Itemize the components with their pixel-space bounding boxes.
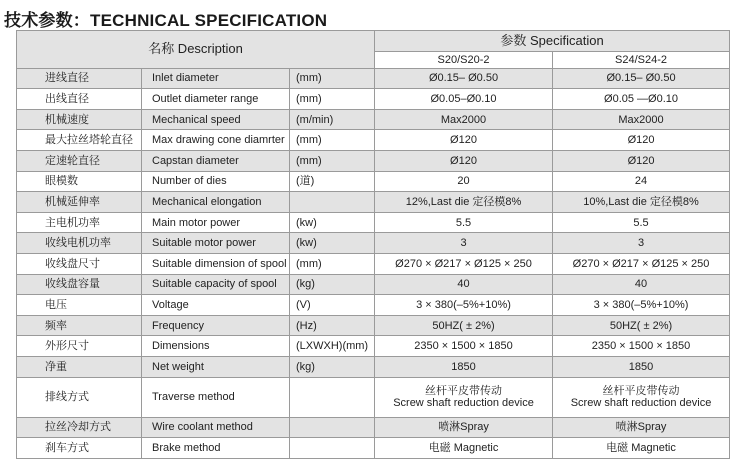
row-value-a: Ø0.05–Ø0.10: [375, 89, 553, 110]
row-cn-label: 眼模数: [17, 171, 142, 192]
row-unit: (kg): [290, 356, 375, 377]
row-unit: [290, 417, 375, 438]
row-cn-label: 净重: [17, 356, 142, 377]
row-value-b: Ø0.15– Ø0.50: [553, 68, 730, 89]
row-value-a: Ø120: [375, 130, 553, 151]
row-value-a: 40: [375, 274, 553, 295]
row-unit: (m/min): [290, 109, 375, 130]
row-value-b: 50HZ( ± 2%): [553, 315, 730, 336]
table-row: [17, 295, 730, 316]
row-value-a-line2: Screw shaft reduction device: [393, 397, 534, 409]
row-en-label: Wire coolant method: [142, 417, 290, 438]
header-row: [17, 31, 730, 52]
table-row: [17, 438, 730, 459]
row-cn-label: 外形尺寸: [17, 336, 142, 357]
row-value-a: Ø120: [375, 150, 553, 171]
row-value-b-line1: 丝杆平皮带传动: [602, 385, 680, 397]
row-cn-label: 收线盘尺寸: [17, 253, 142, 274]
row-value-a: Max2000: [375, 109, 553, 130]
row-en-label: Mechanical speed: [142, 109, 290, 130]
row-value-a: 5.5: [375, 212, 553, 233]
row-cn-label: 频率: [17, 315, 142, 336]
row-en-label: Voltage: [142, 295, 290, 316]
row-cn-label: 排线方式: [17, 377, 142, 417]
row-cn-label: 主电机功率: [17, 212, 142, 233]
row-unit: (kw): [290, 212, 375, 233]
row-unit: (Hz): [290, 315, 375, 336]
row-unit: [290, 438, 375, 459]
row-cn-label: 拉丝冷却方式: [17, 417, 142, 438]
row-en-label: Mechanical elongation: [142, 192, 290, 213]
row-en-label: Outlet diameter range: [142, 89, 290, 110]
row-value-b: Ø0.05 —Ø0.10: [553, 89, 730, 110]
row-unit: [290, 377, 375, 417]
row-cn-label: 机械速度: [17, 109, 142, 130]
table-row: [17, 233, 730, 254]
table-row: [17, 212, 730, 233]
table-row: [17, 336, 730, 357]
table-row: [17, 150, 730, 171]
row-value-b: 喷淋Spray: [553, 417, 730, 438]
row-unit: (mm): [290, 253, 375, 274]
row-en-label: Suitable motor power: [142, 233, 290, 254]
row-en-label: Dimensions: [142, 336, 290, 357]
table-row: [17, 417, 730, 438]
row-en-label: Max drawing cone diamrter: [142, 130, 290, 151]
row-en-label: Brake method: [142, 438, 290, 459]
row-value-a: Ø270 × Ø217 × Ø125 × 250: [375, 253, 553, 274]
row-value-a: 12%,Last die 定径模8%: [375, 192, 553, 213]
row-value-b: [553, 377, 730, 417]
row-value-b: Ø120: [553, 130, 730, 151]
row-unit: (mm): [290, 68, 375, 89]
table-row: [17, 68, 730, 89]
row-value-a: 20: [375, 171, 553, 192]
row-unit: (道): [290, 171, 375, 192]
row-value-a: 1850: [375, 356, 553, 377]
row-unit: (kg): [290, 274, 375, 295]
model-a-header: S20/S20-2: [375, 51, 553, 68]
row-value-b: 10%,Last die 定径模8%: [553, 192, 730, 213]
row-en-label: Main motor power: [142, 212, 290, 233]
row-value-b: 2350 × 1500 × 1850: [553, 336, 730, 357]
row-cn-label: 收线电机功率: [17, 233, 142, 254]
row-en-label: Frequency: [142, 315, 290, 336]
row-en-label: Inlet diameter: [142, 68, 290, 89]
description-header: 名称 Description: [17, 31, 375, 69]
model-b-header: S24/S24-2: [553, 51, 730, 68]
page-title: 技术参数：TECHNICAL SPECIFICATION: [4, 11, 328, 30]
row-value-a: 50HZ( ± 2%): [375, 315, 553, 336]
row-en-label: Suitable dimension of spool: [142, 253, 290, 274]
table-row: [17, 274, 730, 295]
table-row: [17, 253, 730, 274]
table-row: [17, 89, 730, 110]
row-value-a: 3 × 380(–5%+10%): [375, 295, 553, 316]
row-unit: (mm): [290, 150, 375, 171]
table-row: [17, 377, 730, 417]
row-value-a: 喷淋Spray: [375, 417, 553, 438]
row-value-b: 40: [553, 274, 730, 295]
row-unit: (V): [290, 295, 375, 316]
row-value-b: 3 × 380(–5%+10%): [553, 295, 730, 316]
row-cn-label: 收线盘容量: [17, 274, 142, 295]
row-cn-label: 机械延伸率: [17, 192, 142, 213]
row-cn-label: 电压: [17, 295, 142, 316]
row-value-b: 电磁 Magnetic: [553, 438, 730, 459]
row-unit: (mm): [290, 130, 375, 151]
row-value-a: 3: [375, 233, 553, 254]
row-unit: [290, 192, 375, 213]
row-value-b: Max2000: [553, 109, 730, 130]
row-value-b: Ø270 × Ø217 × Ø125 × 250: [553, 253, 730, 274]
row-value-a-line1: 丝杆平皮带传动: [425, 385, 503, 397]
row-value-b-line2: Screw shaft reduction device: [570, 397, 712, 409]
row-cn-label: 进线直径: [17, 68, 142, 89]
row-cn-label: 出线直径: [17, 89, 142, 110]
row-value-b: 24: [553, 171, 730, 192]
row-en-label: Suitable capacity of spool: [142, 274, 290, 295]
row-cn-label: 刹车方式: [17, 438, 142, 459]
row-cn-label: 定速轮直径: [17, 150, 142, 171]
table-row: [17, 109, 730, 130]
row-value-a: [375, 377, 553, 417]
specification-header: 参数 Specification: [375, 31, 730, 52]
row-unit: (mm): [290, 89, 375, 110]
row-en-label: Number of dies: [142, 171, 290, 192]
row-value-b: 3: [553, 233, 730, 254]
row-value-a: 电磁 Magnetic: [375, 438, 553, 459]
row-en-label: Net weight: [142, 356, 290, 377]
table-row: [17, 171, 730, 192]
row-cn-label: 最大拉丝塔轮直径: [17, 130, 142, 151]
table-row: [17, 130, 730, 151]
row-en-label: Capstan diameter: [142, 150, 290, 171]
row-value-a: 2350 × 1500 × 1850: [375, 336, 553, 357]
table-row: [17, 315, 730, 336]
row-unit: (LXWXH)(mm): [290, 336, 375, 357]
row-value-b: Ø120: [553, 150, 730, 171]
row-unit: (kw): [290, 233, 375, 254]
table-row: [17, 192, 730, 213]
row-value-a: Ø0.15– Ø0.50: [375, 68, 553, 89]
row-value-b: 5.5: [553, 212, 730, 233]
row-en-label: Traverse method: [142, 377, 290, 417]
spec-table: [16, 30, 730, 459]
row-value-b: 1850: [553, 356, 730, 377]
table-row: [17, 356, 730, 377]
